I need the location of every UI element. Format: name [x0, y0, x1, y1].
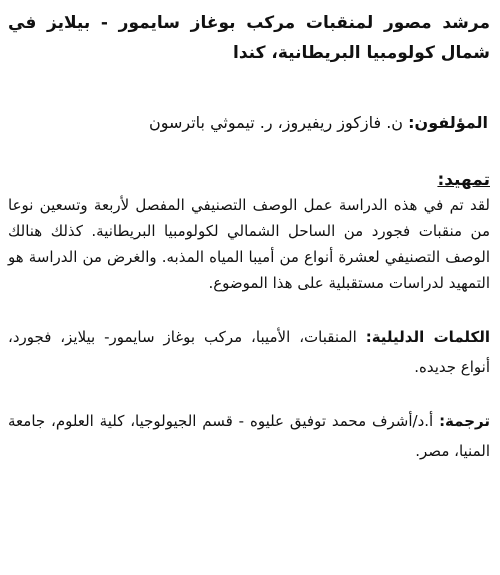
keywords-label: الكلمات الدليلية:: [365, 328, 490, 346]
preface-label: تمهيد:: [437, 170, 490, 190]
translation-label: ترجمة:: [439, 412, 490, 430]
authors-label: المؤلفون:: [408, 113, 488, 132]
translation-paragraph: [8, 406, 490, 466]
preface-heading: [8, 168, 490, 192]
preface-text: لقد تم في هذه الدراسة عمل الوصف التصنيفي المفصل لأربعة وتسعين نوعا من منقبات فجورد من الساحل الشمالي لكولومبيا البريطانية. كذلك هنالك الوصف التصنيفي لعشرة أنواع من أميبا المياه المذبه. والغرض من الدراسة هو التمهيد لدراسات مستقبلية على هذا الموضوع.: [8, 196, 490, 292]
keywords-text: المنقبات، الأميبا، مركب بوغاز سايمور- بيلايز، فجورد، أنواع جديده.: [8, 328, 490, 376]
authors-names: ن. فازكوز ريفيروز، ر. تيموثي باترسون: [148, 113, 409, 132]
translation-text: أ.د/أشرف محمد توفيق عليوه - قسم الجيولوجيا، كلية العلوم، جامعة المنيا، مصر.: [8, 412, 490, 460]
keywords-paragraph: [8, 322, 490, 382]
document-title: مرشد مصور لمنقبات مركب بوغاز سايمور - بيلايز في شمال كولومبيا البريطانية، كندا: [8, 13, 490, 63]
authors-line: [8, 112, 490, 134]
